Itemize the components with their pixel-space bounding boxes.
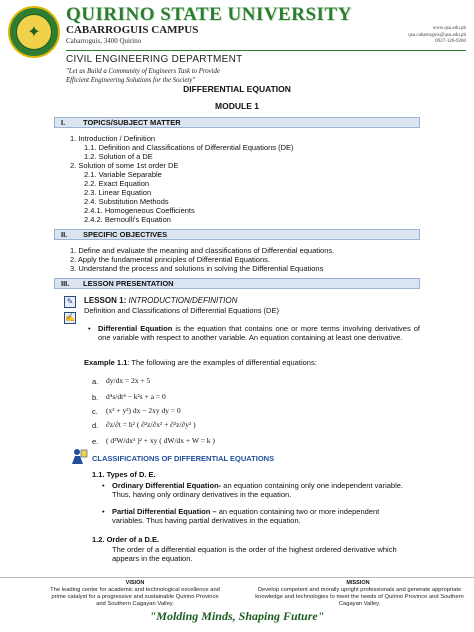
equation-label: a. bbox=[92, 377, 99, 386]
contact-website[interactable]: www.qsu.edu.ph bbox=[432, 26, 466, 31]
topic-item: 2.1. Variable Separable bbox=[84, 170, 162, 179]
topic-item: 2.3. Linear Equation bbox=[84, 188, 152, 197]
university-slogan: "Molding Minds, Shaping Future" bbox=[149, 609, 325, 623]
equation-a: dy/dx = 2x + 5 bbox=[106, 376, 151, 385]
topic-item: 2.4.1. Homogeneous Coefficients bbox=[84, 206, 195, 215]
ode-definition bbox=[112, 481, 412, 500]
topic-item: 1. Introduction / Definition bbox=[70, 134, 156, 143]
order-definition: The order of a differential equation is the order of the highest ordered derivative which appears in the equation. bbox=[112, 545, 397, 564]
bullet-icon: • bbox=[102, 507, 105, 516]
equation-c: (x² + y²) dx − 2xy dy = 0 bbox=[106, 406, 181, 415]
equation-label: c. bbox=[92, 407, 98, 416]
lesson-book-icon: ✎ bbox=[64, 296, 76, 308]
equation-d: ∂z/∂t = h² ( ∂²z/∂x² + ∂²z/∂y² ) bbox=[106, 420, 196, 429]
types-heading: 1.1. Types of D. E. bbox=[92, 470, 156, 479]
contact-info bbox=[408, 26, 466, 46]
topic-item: 2.4. Substitution Methods bbox=[84, 197, 169, 206]
module-title: MODULE 1 bbox=[215, 101, 259, 111]
equation-label: d. bbox=[92, 421, 99, 430]
example-text: : The following are the examples of differential equations: bbox=[127, 358, 317, 367]
section-number: III. bbox=[61, 279, 70, 288]
lesson-subheading: Definition and Classifications of Differential Equations (DE) bbox=[84, 306, 279, 315]
pde-term: Partial Differential Equation – bbox=[112, 507, 217, 516]
pde-definition bbox=[112, 507, 412, 526]
lesson-heading bbox=[84, 296, 237, 305]
footer-divider bbox=[0, 577, 474, 578]
campus-address: Cabarroguis, 3400 Quirino bbox=[66, 37, 142, 45]
bullet-icon: • bbox=[102, 481, 105, 490]
section-number: II. bbox=[61, 230, 68, 239]
campus-name: CABARROGUIS CAMPUS bbox=[66, 24, 199, 36]
department-name: CIVIL ENGINEERING DEPARTMENT bbox=[66, 54, 243, 65]
vision-heading: VISION bbox=[125, 580, 145, 586]
example-label: Example 1.1 bbox=[84, 358, 128, 367]
topic-item: 1.2. Solution of a DE bbox=[84, 152, 153, 161]
classifications-title: CLASSIFICATIONS OF DIFFERENTIAL EQUATIONS bbox=[92, 454, 275, 463]
mission-heading: MISSION bbox=[346, 580, 370, 586]
topic-item: 1.1. Definition and Classifications of Differential Equations (DE) bbox=[84, 143, 294, 152]
order-heading: 1.2. Order of a D.E. bbox=[92, 535, 160, 544]
section-label: TOPICS/SUBJECT MATTER bbox=[83, 118, 181, 127]
equation-b: d⁴s/dt⁴ − k²s + a = 0 bbox=[106, 392, 166, 401]
university-name: QUIRINO STATE UNIVERSITY bbox=[66, 4, 352, 25]
pde-definition-text: an equation containing two or more independent variables. Thus having partial derivatives in the equation. bbox=[112, 507, 380, 526]
example-intro bbox=[84, 358, 317, 367]
topic-item: 2.4.2. Bernoulli's Equation bbox=[84, 215, 171, 224]
objective-item: 1. Define and evaluate the meaning and classifications of Differential equations. bbox=[70, 246, 335, 255]
topic-item: 2. Solution of some 1st order DE bbox=[70, 161, 179, 170]
de-term: Differential Equation bbox=[98, 324, 173, 333]
header-divider bbox=[66, 50, 466, 51]
lesson-title: INTRODUCTION/DEFINITION bbox=[128, 296, 238, 305]
section-header-topics bbox=[54, 117, 420, 128]
motto-line-2: Efficient Engineering Solutions for the Society" bbox=[66, 77, 196, 84]
lesson-number: LESSON 1: bbox=[84, 296, 127, 305]
section-label: SPECIFIC OBJECTIVES bbox=[83, 230, 168, 239]
bullet-icon: • bbox=[88, 324, 91, 333]
vision-text: The leading center for academic and technological excellence and prime catalyst for a progressive and sustainable Quirino Province and Southern Cagayan Valley. bbox=[50, 587, 220, 607]
de-definition-text: is the equation that contains one or more terms involving derivatives of one variable with respect to another variable. An equation containing at least one derivative. bbox=[98, 324, 421, 343]
section-header-objectives bbox=[54, 229, 420, 240]
equation-label: e. bbox=[92, 437, 99, 446]
seal-emblem-icon: ✦ bbox=[16, 14, 52, 50]
department-motto bbox=[66, 67, 286, 85]
ode-definition-text: an equation containing only one independent variable. Thus, having only ordinary derivatives in the equation. bbox=[112, 481, 403, 500]
section-label: LESSON PRESENTATION bbox=[83, 279, 174, 288]
section-header-lesson bbox=[54, 278, 420, 289]
ode-term: Ordinary Differential Equation- bbox=[112, 481, 222, 490]
topic-item: 2.2. Exact Equation bbox=[84, 179, 150, 188]
contact-email[interactable]: qsu.cabarroguis@qsu.edu.ph bbox=[408, 32, 466, 38]
equation-label: b. bbox=[92, 393, 99, 402]
section-number: I. bbox=[61, 118, 66, 127]
lesson-notes-icon: ✍ bbox=[65, 313, 75, 322]
mission-text: Develop competent and morally upright professionals and generate appropriate knowledge and technologies to meet the needs of Quirino Province and Southern Cagayan Valley. bbox=[255, 587, 464, 607]
presenter-icon bbox=[70, 448, 88, 464]
contact-phone: 0927-126-9260 bbox=[435, 39, 466, 44]
de-definition bbox=[98, 324, 420, 343]
objective-item: 3. Understand the process and solutions in solving the Differential Equations bbox=[70, 264, 324, 273]
objective-item: 2. Apply the fundamental principles of Differential Equations. bbox=[70, 255, 270, 264]
document-title: DIFFERENTIAL EQUATION bbox=[183, 84, 291, 94]
university-seal-logo bbox=[8, 6, 60, 58]
motto-line-1: "Let us Build a Community of Engineers Task to Provide bbox=[66, 68, 220, 75]
equation-e: ( d³W/dx³ )² + xy ( dW/dx + W = k ) bbox=[106, 436, 215, 445]
